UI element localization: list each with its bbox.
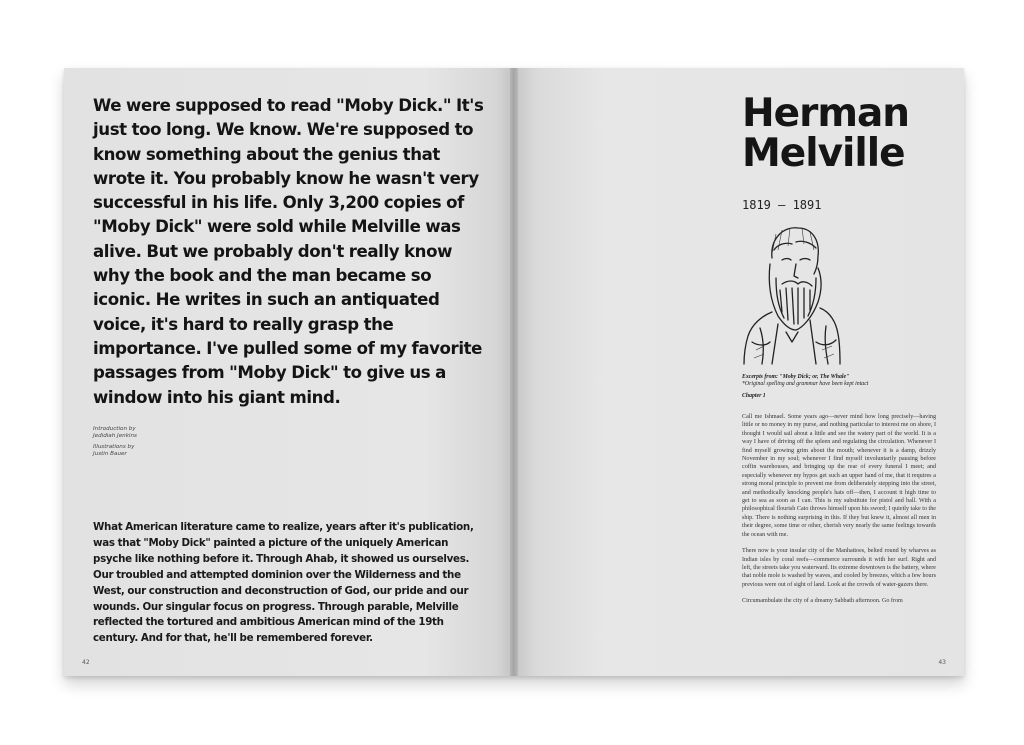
spine-gutter [510,68,518,676]
excerpt-paragraph: Call me Ishmael. Some years ago—never mind how long precisely—having little or no money in my purse, and nothing particular to interest me on shore, I thought I would sail about a little and see the watery part of the world. It is a way I have of driving off the spleen and regulating the circulation. Whenever I find myself growing grim about the mouth; whenever it is a damp, drizzly November in my soul; whenever I find myself involuntarily pausing before coffin warehouses, and bringing up the rear of every funeral I meet; and especially whenever my hypos get such an upper hand of me, that it requires a strong moral principle to prevent me from deliberately stepping into the street, and methodically knocking people's hats off—then, I account it high time to get to sea as soon as I can. This is my substitute for pistol and ball. With a philosophical flourish Cato throws himself upon his sword; I quietly take to the ship. There is nothing surprising in this. If they but knew it, almost all men in their degree, some time or other, cherish very nearly the same feelings towards the ocean with me. [742,414,936,538]
conclusion-text: What American literature came to realize, years after it's publication, was that "Moby Dick" painted a picture of the uniquely American psyche like nothing before it. Through Ahab, it showed us ourselves. Our troubled and attempted dominion over the Wilderness and the West, our construction and deconstruction of God, our pride and our wounds. Our singular focus on progress. Through parable, Melville reflected the tortured and ambitious American mind of the 19th century. And for that, he'll be remembered forever. [93,521,474,645]
excerpt-body [742,413,936,614]
left-page [64,68,514,676]
excerpt-heading [742,374,868,387]
page-number-right: 43 [938,659,946,666]
right-page [514,68,964,676]
illustration-credit-name: Justin Bauer [93,451,127,457]
intro-text: We were supposed to read "Moby Dick." It's just too long. We know. We're supposed to know something about the genius that wrote it. You probably know he wasn't very successful in his life. Only 3,200 copies of "Moby Dick" were sold while Melville was alive. But we probably don't really know why the book and the man became so iconic. He writes in such an antiquated voice, it's hard to really grasp the importance. I've pulled some of my favorite passages from "Moby Dick" to give us a window into his giant mind. [93,96,484,407]
credits [93,426,137,462]
excerpt-title: Excerpts from: "Moby Dick; or, The Whale" [742,374,850,380]
page-title [742,91,910,176]
intro-credit-label: Introduction by [93,426,136,432]
magazine-spread [64,68,964,676]
excerpt-paragraph: There now is your insular city of the Manhattoes, belted round by wharves as Indian isles by coral reefs—commerce surrounds it with her surf. Right and left, the streets take you waterward. Its extreme downtown is the battery, where that noble mole is washed by waves, and cooled by breezes, which a few hours previous were out of sight of land. Look at the crowds of water-gazers there. [742,548,936,588]
title-line-last: Melville [742,131,905,176]
portrait-illustration [742,220,842,366]
excerpt-paragraph: Circumambulate the city of a dreamy Sabbath afternoon. Go from [742,598,903,605]
excerpt-note: *Original spelling and grammar have been kept intact [742,380,869,387]
page-number-left: 42 [82,659,90,666]
chapter-heading: Chapter 1 [742,393,766,399]
intro-credit-name: Jedidiah Jenkins [93,433,137,439]
life-dates: 1819 – 1891 [742,198,822,212]
title-line-first: Herman [742,91,910,136]
illustration-credit-label: Illustrations by [93,444,135,450]
